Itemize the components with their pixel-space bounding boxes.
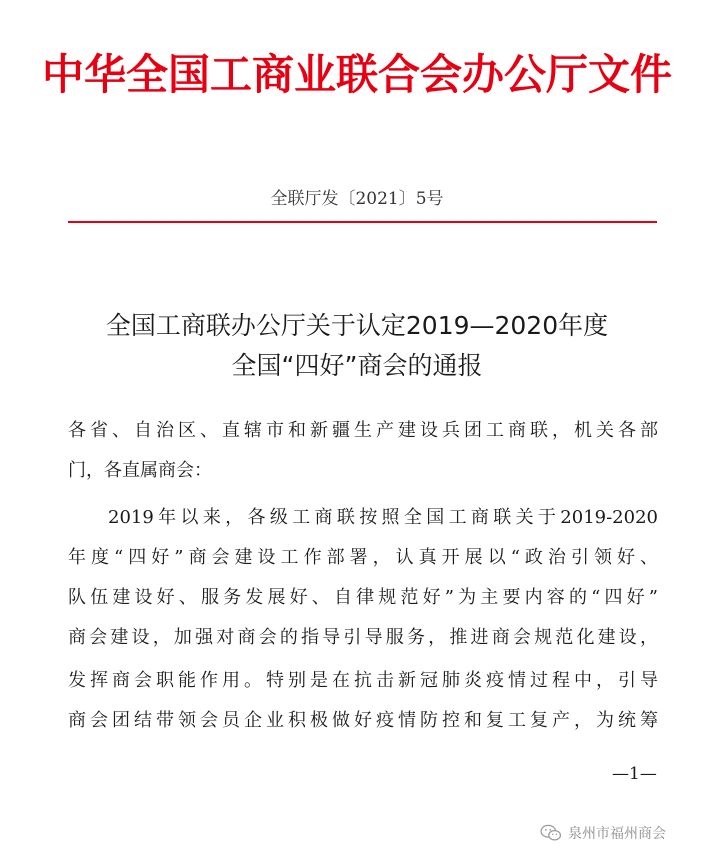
- wechat-icon: [540, 824, 562, 842]
- body-line-2: 门，各直属商会：: [68, 460, 212, 481]
- body-line-8: 商会团结带领会员企业积极做好疫情防控和复工复产，为统筹: [68, 710, 658, 731]
- document-header-title: 中华全国工商业联合会办公厅文件: [41, 50, 672, 99]
- body-line-5: 队伍建设好、服务发展好、自律规范好”为主要内容的“四好”: [68, 587, 658, 608]
- watermark-text: 泉州市福州商会: [568, 826, 666, 842]
- body-line-4: 年度“四好”商会建设工作部署，认真开展以“政治引领好、: [68, 547, 658, 568]
- document-number: 全联厅发〔2021〕5号: [270, 189, 444, 209]
- body-line-7: 发挥商会职能作用。特别是在抗击新冠肺炎疫情过程中，引导: [68, 670, 658, 691]
- page-number: —1—: [612, 764, 657, 784]
- body-line-6: 商会建设，加强对商会的指导引导服务，推进商会规范化建设，: [68, 627, 658, 648]
- body-line-1: 各省、自治区、直辖市和新疆生产建设兵团工商联，机关各部: [68, 420, 658, 441]
- notice-title-line-2: 全国“四好”商会的通报: [231, 351, 483, 380]
- notice-title-line-1: 全国工商联办公厅关于认定2019—2020年度: [105, 311, 609, 340]
- watermark: [540, 822, 666, 844]
- body-line-3: 2019年以来，各级工商联按照全国工商联关于2019-2020: [108, 507, 658, 528]
- header-divider: [68, 221, 657, 223]
